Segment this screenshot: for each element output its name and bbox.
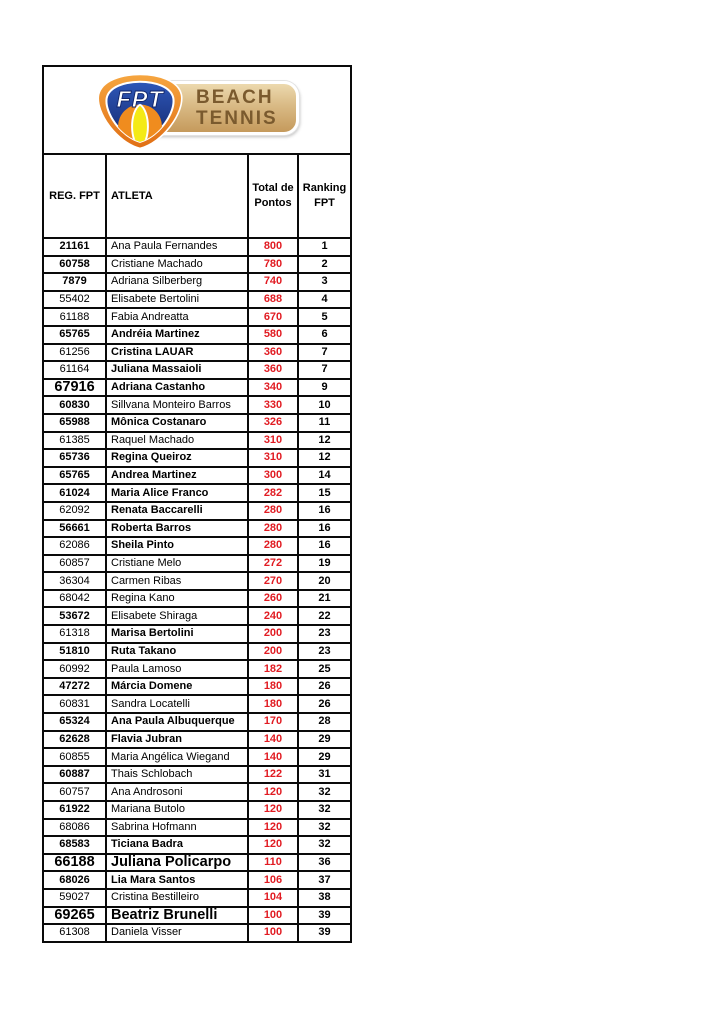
athlete-name: Elisabete Shiraga (106, 607, 248, 625)
reg-number: 51810 (43, 643, 106, 661)
points-value: 110 (248, 854, 298, 872)
reg-number: 67916 (43, 379, 106, 397)
reg-number: 68583 (43, 836, 106, 854)
reg-number: 36304 (43, 572, 106, 590)
points-value: 240 (248, 607, 298, 625)
banner-line-beach: BEACH (196, 87, 274, 108)
reg-number: 62092 (43, 502, 106, 520)
ranking-value: 1 (298, 238, 351, 256)
athlete-name: Ana Paula Albuquerque (106, 713, 248, 731)
athlete-name: Cristina Bestilleiro (106, 889, 248, 907)
reg-number: 53672 (43, 607, 106, 625)
athlete-name: Renata Baccarelli (106, 502, 248, 520)
ranking-value: 16 (298, 520, 351, 538)
ranking-value: 20 (298, 572, 351, 590)
col-header-reg: REG. FPT (43, 154, 106, 238)
athlete-name: Fabia Andreatta (106, 308, 248, 326)
reg-number: 62628 (43, 731, 106, 749)
reg-number: 65988 (43, 414, 106, 432)
ranking-value: 3 (298, 273, 351, 291)
ranking-value: 38 (298, 889, 351, 907)
points-value: 580 (248, 326, 298, 344)
ranking-value: 15 (298, 484, 351, 502)
athlete-name: Juliana Policarpo (106, 854, 248, 872)
reg-number: 61164 (43, 361, 106, 379)
banner-line-tennis: TENNIS (196, 108, 278, 129)
points-value: 360 (248, 361, 298, 379)
reg-number: 47272 (43, 678, 106, 696)
table-row (43, 907, 351, 925)
athlete-name: Paula Lamoso (106, 660, 248, 678)
points-value: 780 (248, 256, 298, 274)
reg-number: 62086 (43, 537, 106, 555)
points-value: 182 (248, 660, 298, 678)
ranking-value: 39 (298, 924, 351, 942)
athlete-name: Andrea Martinez (106, 467, 248, 485)
points-value: 326 (248, 414, 298, 432)
logo-row (43, 66, 351, 154)
athlete-name: Márcia Domene (106, 678, 248, 696)
logo-cell (43, 66, 351, 154)
reg-number: 61308 (43, 924, 106, 942)
points-value: 800 (248, 238, 298, 256)
points-value: 120 (248, 783, 298, 801)
col-header-points-line2: Pontos (254, 197, 292, 209)
ranking-value: 2 (298, 256, 351, 274)
reg-number: 61318 (43, 625, 106, 643)
reg-number: 65765 (43, 326, 106, 344)
reg-number: 59027 (43, 889, 106, 907)
ranking-value: 23 (298, 625, 351, 643)
ranking-value: 7 (298, 361, 351, 379)
points-value: 180 (248, 695, 298, 713)
ranking-value: 16 (298, 502, 351, 520)
table-row (43, 783, 351, 801)
reg-number: 60830 (43, 396, 106, 414)
ranking-value: 25 (298, 660, 351, 678)
ranking-value: 21 (298, 590, 351, 608)
reg-number: 69265 (43, 907, 106, 925)
reg-number: 7879 (43, 273, 106, 291)
ranking-value: 32 (298, 801, 351, 819)
athlete-name: Andréia Martinez (106, 326, 248, 344)
table-row (43, 379, 351, 397)
points-value: 280 (248, 502, 298, 520)
athlete-name: Marisa Bertolini (106, 625, 248, 643)
ranking-value: 6 (298, 326, 351, 344)
points-value: 330 (248, 396, 298, 414)
athlete-name: Elisabete Bertolini (106, 291, 248, 309)
athlete-name: Ana Androsoni (106, 783, 248, 801)
athlete-name: Sabrina Hofmann (106, 819, 248, 837)
points-value: 280 (248, 537, 298, 555)
ranking-value: 7 (298, 344, 351, 362)
points-value: 260 (248, 590, 298, 608)
ranking-value: 26 (298, 678, 351, 696)
points-value: 310 (248, 449, 298, 467)
athlete-name: Ticiana Badra (106, 836, 248, 854)
ranking-value: 16 (298, 537, 351, 555)
reg-number: 61385 (43, 432, 106, 450)
table-body (43, 238, 351, 942)
table-row (43, 695, 351, 713)
athlete-name: Lia Mara Santos (106, 871, 248, 889)
banner-text (196, 84, 296, 129)
ranking-value: 23 (298, 643, 351, 661)
ranking-value: 26 (298, 695, 351, 713)
ranking-value: 28 (298, 713, 351, 731)
points-value: 282 (248, 484, 298, 502)
athlete-name: Sandra Locatelli (106, 695, 248, 713)
points-value: 200 (248, 643, 298, 661)
reg-number: 60855 (43, 748, 106, 766)
fpt-shield-text: FPT (116, 85, 164, 112)
ranking-value: 29 (298, 731, 351, 749)
points-value: 170 (248, 713, 298, 731)
reg-number: 66188 (43, 854, 106, 872)
ranking-table (42, 65, 352, 943)
athlete-name: Regina Queiroz (106, 449, 248, 467)
points-value: 180 (248, 678, 298, 696)
ranking-value: 29 (298, 748, 351, 766)
fpt-shield-icon (91, 72, 189, 150)
table-row (43, 625, 351, 643)
points-value: 270 (248, 572, 298, 590)
ranking-value: 22 (298, 607, 351, 625)
points-value: 360 (248, 344, 298, 362)
table-row (43, 572, 351, 590)
table-row (43, 484, 351, 502)
reg-number: 65736 (43, 449, 106, 467)
table-row (43, 731, 351, 749)
table-row (43, 766, 351, 784)
table-row (43, 273, 351, 291)
ranking-value: 36 (298, 854, 351, 872)
points-value: 106 (248, 871, 298, 889)
table-row (43, 889, 351, 907)
table-row (43, 854, 351, 872)
points-value: 140 (248, 748, 298, 766)
table-row (43, 607, 351, 625)
ranking-sheet (42, 65, 352, 943)
athlete-name: Cristiane Melo (106, 555, 248, 573)
ranking-value: 19 (298, 555, 351, 573)
reg-number: 21161 (43, 238, 106, 256)
ranking-value: 5 (298, 308, 351, 326)
athlete-name: Cristina LAUAR (106, 344, 248, 362)
col-header-points-line1: Total de (252, 182, 294, 194)
points-value: 120 (248, 819, 298, 837)
table-row (43, 291, 351, 309)
athlete-name: Cristiane Machado (106, 256, 248, 274)
points-value: 140 (248, 731, 298, 749)
ranking-value: 32 (298, 819, 351, 837)
table-row (43, 396, 351, 414)
table-row (43, 467, 351, 485)
ranking-value: 12 (298, 432, 351, 450)
athlete-name: Maria Alice Franco (106, 484, 248, 502)
table-row (43, 590, 351, 608)
ranking-value: 31 (298, 766, 351, 784)
points-value: 280 (248, 520, 298, 538)
table-row (43, 924, 351, 942)
ranking-value: 9 (298, 379, 351, 397)
table-row (43, 678, 351, 696)
header-row (43, 154, 351, 238)
reg-number: 55402 (43, 291, 106, 309)
points-value: 688 (248, 291, 298, 309)
table-row (43, 308, 351, 326)
athlete-name: Raquel Machado (106, 432, 248, 450)
reg-number: 61024 (43, 484, 106, 502)
reg-number: 68086 (43, 819, 106, 837)
table-row (43, 520, 351, 538)
points-value: 340 (248, 379, 298, 397)
points-value: 120 (248, 836, 298, 854)
table-row (43, 836, 351, 854)
points-value: 200 (248, 625, 298, 643)
athlete-name: Ruta Takano (106, 643, 248, 661)
points-value: 310 (248, 432, 298, 450)
ranking-value: 32 (298, 836, 351, 854)
ranking-value: 11 (298, 414, 351, 432)
ranking-value: 10 (298, 396, 351, 414)
reg-number: 60992 (43, 660, 106, 678)
athlete-name: Mônica Costanaro (106, 414, 248, 432)
points-value: 272 (248, 555, 298, 573)
athlete-name: Sillvana Monteiro Barros (106, 396, 248, 414)
table-row (43, 414, 351, 432)
ranking-value: 37 (298, 871, 351, 889)
table-row (43, 748, 351, 766)
table-row (43, 361, 351, 379)
table-row (43, 801, 351, 819)
athlete-name: Beatriz Brunelli (106, 907, 248, 925)
reg-number: 60887 (43, 766, 106, 784)
ranking-value: 39 (298, 907, 351, 925)
table-row (43, 238, 351, 256)
reg-number: 65765 (43, 467, 106, 485)
table-row (43, 555, 351, 573)
table-row (43, 449, 351, 467)
ranking-value: 4 (298, 291, 351, 309)
reg-number: 61256 (43, 344, 106, 362)
athlete-name: Thais Schlobach (106, 766, 248, 784)
ranking-value: 14 (298, 467, 351, 485)
points-value: 122 (248, 766, 298, 784)
fpt-beach-tennis-logo (91, 74, 303, 148)
athlete-name: Juliana Massaioli (106, 361, 248, 379)
table-row (43, 344, 351, 362)
points-value: 670 (248, 308, 298, 326)
athlete-name: Sheila Pinto (106, 537, 248, 555)
points-value: 100 (248, 907, 298, 925)
table-row (43, 871, 351, 889)
reg-number: 60757 (43, 783, 106, 801)
athlete-name: Adriana Castanho (106, 379, 248, 397)
athlete-name: Roberta Barros (106, 520, 248, 538)
athlete-name: Adriana Silberberg (106, 273, 248, 291)
athlete-name: Ana Paula Fernandes (106, 238, 248, 256)
reg-number: 60831 (43, 695, 106, 713)
reg-number: 65324 (43, 713, 106, 731)
athlete-name: Daniela Visser (106, 924, 248, 942)
reg-number: 68026 (43, 871, 106, 889)
athlete-name: Maria Angélica Wiegand (106, 748, 248, 766)
reg-number: 61922 (43, 801, 106, 819)
athlete-name: Carmen Ribas (106, 572, 248, 590)
table-row (43, 256, 351, 274)
col-header-ranking-line2: FPT (314, 197, 335, 209)
reg-number: 61188 (43, 308, 106, 326)
table-row (43, 326, 351, 344)
athlete-name: Mariana Butolo (106, 801, 248, 819)
table-row (43, 537, 351, 555)
table-row (43, 819, 351, 837)
col-header-points (248, 154, 298, 238)
points-value: 120 (248, 801, 298, 819)
reg-number: 68042 (43, 590, 106, 608)
col-header-athlete: ATLETA (106, 154, 248, 238)
reg-number: 56661 (43, 520, 106, 538)
table-row (43, 660, 351, 678)
reg-number: 60758 (43, 256, 106, 274)
points-value: 104 (248, 889, 298, 907)
table-row (43, 432, 351, 450)
table-row (43, 643, 351, 661)
col-header-ranking (298, 154, 351, 238)
points-value: 740 (248, 273, 298, 291)
table-row (43, 713, 351, 731)
col-header-ranking-line1: Ranking (302, 182, 347, 194)
points-value: 300 (248, 467, 298, 485)
table-row (43, 502, 351, 520)
athlete-name: Flavia Jubran (106, 731, 248, 749)
points-value: 100 (248, 924, 298, 942)
reg-number: 60857 (43, 555, 106, 573)
athlete-name: Regina Kano (106, 590, 248, 608)
ranking-value: 12 (298, 449, 351, 467)
ranking-value: 32 (298, 783, 351, 801)
